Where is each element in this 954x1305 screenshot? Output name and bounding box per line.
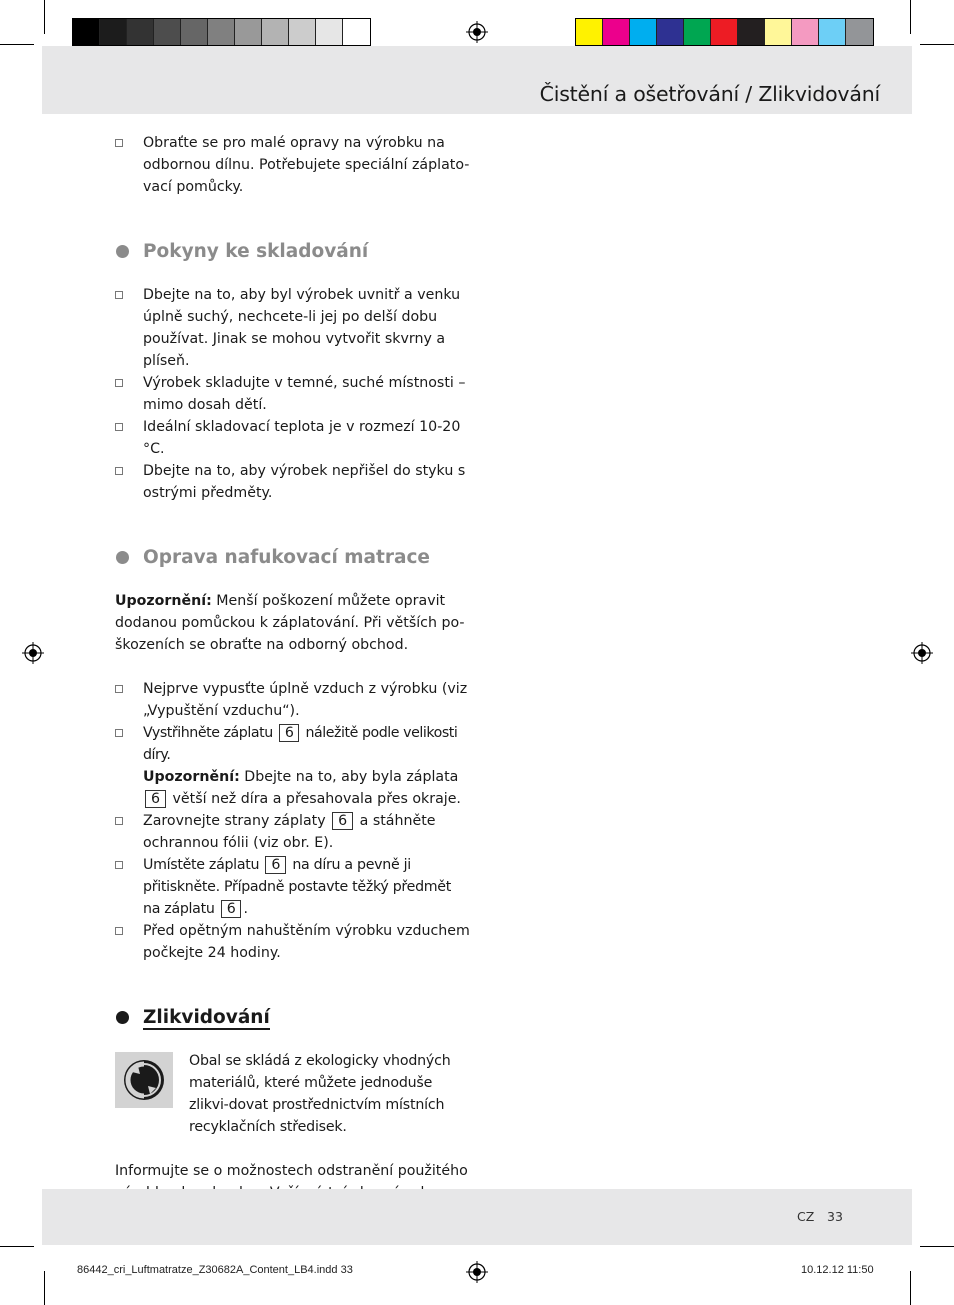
checkbox-bullet-icon [115,379,123,387]
crop-mark [0,44,34,45]
bullet-dot-icon [116,245,129,258]
color-swatch [235,19,262,45]
crop-mark [920,44,954,45]
content-column [115,132,471,1226]
part-number-badge: 6 [221,900,242,918]
print-slug-date: 10.12.12 11:50 [801,1264,874,1276]
color-colorbar [575,18,874,46]
color-swatch [630,19,657,45]
repair-warning: Upozornění: Menší poškození můžete opravit dodanou pomůckou k záplatování. Při větších po-škozeních se obraťte na odborný obchod. [115,593,465,653]
crop-mark [0,1246,34,1247]
registration-mark-icon [911,642,933,664]
footer-language: CZ [797,1209,815,1224]
part-number-badge: 6 [279,724,300,742]
color-swatch [576,19,603,45]
list-item: Dbejte na to, aby byl výrobek uvnitř a venku úplně suchý, nechcete-li jej po delší dobu používat. Jinak se mohou vytvořit skvrny a plíseň. [115,284,471,372]
list-item: Před opětným nahuštěním výrobku vzduchem počkejte 24 hodiny. [115,920,471,964]
disposal-info-text: Informujte se o možnostech odstranění použitého [115,1163,468,1179]
color-swatch [819,19,846,45]
section-heading-disposal: Zlikvidování [115,1006,471,1030]
color-swatch [127,19,154,45]
crop-mark [920,1246,954,1247]
list-item: Umístěte záplatu 6 na díru a pevně ji přitiskněte. Případně postavte těžký předmět na záplatu 6 . [115,854,471,920]
checkbox-bullet-icon [115,423,123,431]
page-title: Čistění a ošetřování / Zlikvidování [539,82,880,106]
color-swatch [73,19,100,45]
registration-mark-icon [22,642,44,664]
color-swatch [154,19,181,45]
registration-mark-icon [466,21,488,43]
color-swatch [765,19,792,45]
color-swatch [738,19,765,45]
green-dot-recycle-icon [115,1052,173,1108]
crop-mark [44,0,45,34]
section-heading-storage: Pokyny ke skladování [115,240,471,264]
checkbox-bullet-icon [115,861,123,869]
registration-mark-icon [466,1261,488,1283]
part-number-badge: 6 [332,812,353,830]
list-item: Dbejte na to, aby výrobek nepřišel do styku s ostrými předměty. [115,460,471,504]
crop-mark [910,0,911,34]
disposal-packaging-block [115,1050,471,1138]
grayscale-colorbar [72,18,371,46]
color-swatch [711,19,738,45]
checkbox-bullet-icon [115,817,123,825]
part-number-badge: 6 [145,790,166,808]
crop-mark [44,1271,45,1305]
footer-page-number: 33 [827,1209,843,1224]
color-swatch [846,19,873,45]
packaging-text: Obal se skládá z ekologicky vhodných materiálů, které můžete jednoduše zlikvi-dovat prostřednictvím místních recyklačních středisek. [189,1053,451,1135]
list-item: Vystřihněte záplatu 6 náležitě podle velikosti díry. Upozornění: Dbejte na to, aby byla záplata 6 větší než díra a přesahovala přes okraje. [115,722,471,810]
color-swatch [657,19,684,45]
print-slug-file: 86442_cri_Luftmatratze_Z30682A_Content_LB4.indd 33 [77,1264,353,1276]
part-number-badge: 6 [265,856,286,874]
color-swatch [289,19,316,45]
list-item: Obraťte se pro malé opravy na výrobku na odbornou dílnu. Potřebujete speciální záplato-vací pomůcky. [115,132,471,198]
storage-list [115,284,471,504]
color-swatch [100,19,127,45]
crop-mark [910,1271,911,1305]
color-swatch [181,19,208,45]
color-swatch [316,19,343,45]
bullet-dot-icon [116,1011,129,1024]
repair-steps-list [115,678,471,964]
repair-intro-list [115,132,471,198]
checkbox-bullet-icon [115,467,123,475]
section-heading-repair: Oprava nafukovací matrace [115,546,471,570]
color-swatch [603,19,630,45]
color-swatch [262,19,289,45]
bullet-dot-icon [116,551,129,564]
checkbox-bullet-icon [115,291,123,299]
list-item: Výrobek skladujte v temné, suché místnosti – mimo dosah dětí. [115,372,471,416]
list-item: Zarovnejte strany záplaty 6 a stáhněte ochrannou fólii (viz obr. E). [115,810,471,854]
checkbox-bullet-icon [115,729,123,737]
checkbox-bullet-icon [115,685,123,693]
color-swatch [208,19,235,45]
color-swatch [792,19,819,45]
footer-band [42,1189,912,1245]
list-item: Ideální skladovací teplota je v rozmezí 10-20 °C. [115,416,471,460]
checkbox-bullet-icon [115,927,123,935]
color-swatch [684,19,711,45]
color-swatch [343,19,370,45]
list-item: Nejprve vypusťte úplně vzduch z výrobku (viz „Vypuštění vzduchu“). [115,678,471,722]
checkbox-bullet-icon [115,139,123,147]
